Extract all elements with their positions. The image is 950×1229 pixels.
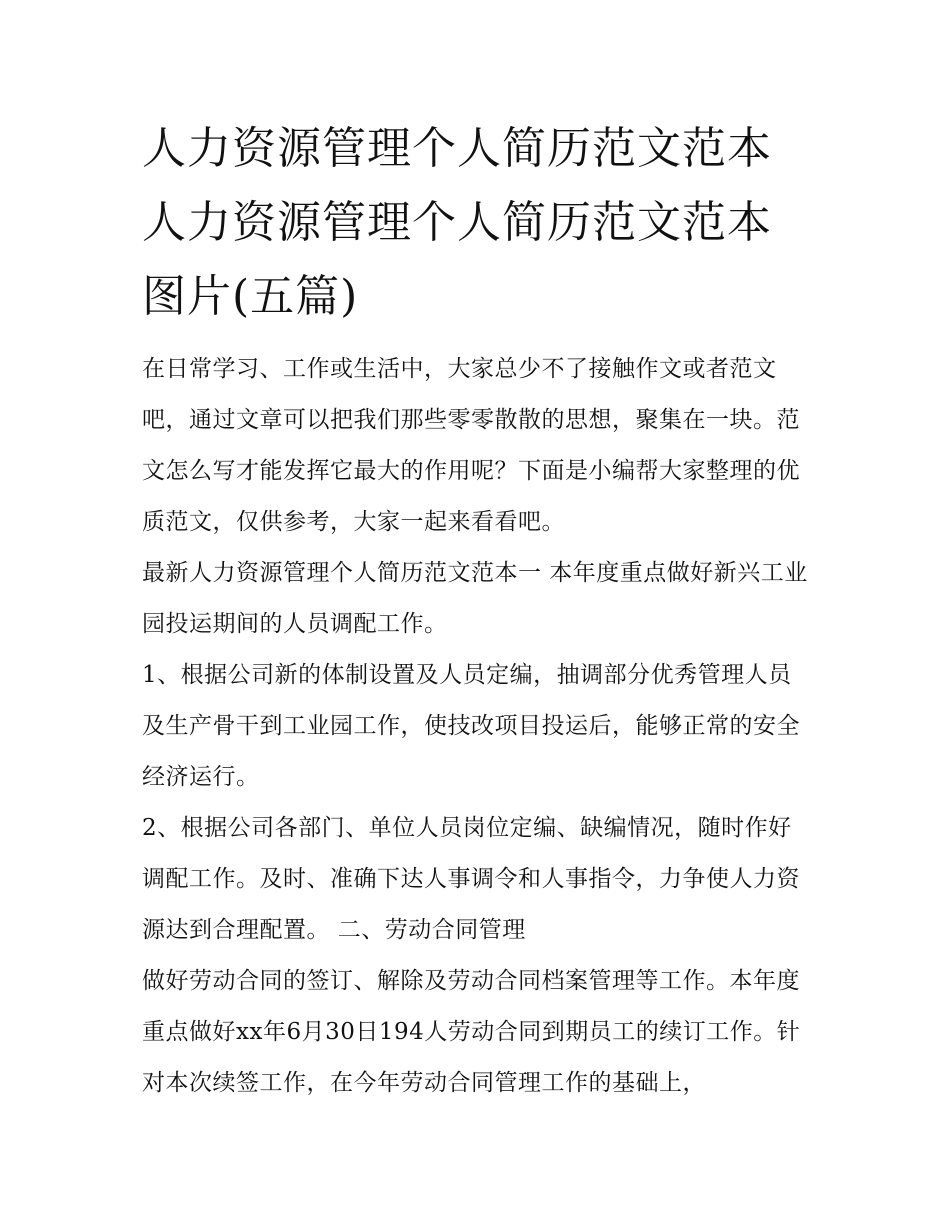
paragraph-intro: 在日常学习、工作或生活中，大家总少不了接触作文或者范文吧，通过文章可以把我们那些零零散散的思想，聚集在一块。范文怎么写才能发挥它最大的作用呢？下面是小编帮大家整理的优质范文，仅供参考，大家一起来看看吧。 — [142, 356, 800, 535]
document-body — [142, 344, 814, 1109]
document-title: 人力资源管理个人简历范文范本 人力资源管理个人简历范文范本图片(五篇) — [142, 123, 772, 322]
paragraph-item-2: 2、根据公司各部门、单位人员岗位定编、缺编情况，随时作好调配工作。及时、准确下达人事调令和人事指令，力争使人力资源达到合理配置。 二、劳动合同管理 — [142, 815, 800, 943]
paragraph-contract-management: 做好劳动合同的签订、解除及劳动合同档案管理等工作。本年度重点做好xx年6月30日194人劳动合同到期员工的续订工作。针对本次续签工作，在今年劳动合同管理工作的基础上， — [142, 968, 801, 1096]
paragraph-section-one: 最新人力资源管理个人简历范文范本一 本年度重点做好新兴工业园投运期间的人员调配工作。 — [142, 560, 808, 637]
paragraph-item-1: 1、根据公司新的体制设置及人员定编，抽调部分优秀管理人员及生产骨干到工业园工作，使技改项目投运后，能够正常的安全经济运行。 — [142, 662, 800, 790]
document-page — [142, 112, 814, 1109]
